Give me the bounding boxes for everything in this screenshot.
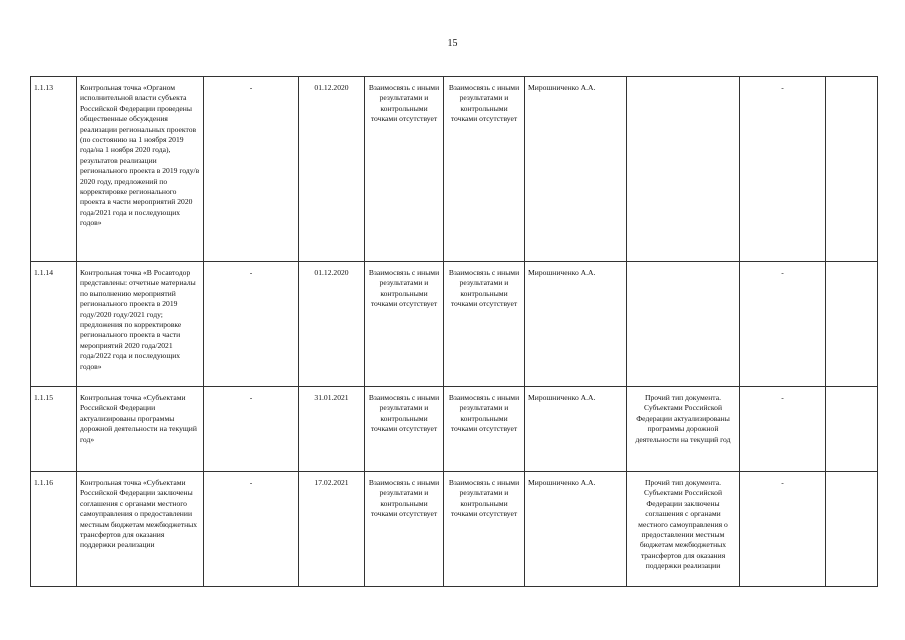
control-level: - — [740, 262, 826, 387]
successor-link: Взаимосвязь с иными результатами и контрольными точками отсутствует — [444, 77, 525, 262]
end-date: 17.02.2021 — [299, 472, 365, 587]
result-document — [627, 262, 740, 387]
responsible-person: Мирошниченко А.А. — [525, 387, 627, 472]
start-date: - — [204, 77, 299, 262]
row-number: 1.1.15 — [31, 387, 77, 472]
result-document — [627, 77, 740, 262]
extra-cell — [826, 262, 878, 387]
row-number: 1.1.16 — [31, 472, 77, 587]
successor-link: Взаимосвязь с иными результатами и контрольными точками отсутствует — [444, 472, 525, 587]
page-number: 15 — [447, 38, 458, 49]
control-level: - — [740, 472, 826, 587]
start-date: - — [204, 262, 299, 387]
predecessor-link: Взаимосвязь с иными результатами и контрольными точками отсутствует — [365, 262, 444, 387]
table-row — [31, 77, 878, 262]
control-point-name: Контрольная точка «В Росавтодор представлены: отчетные материалы по выполнению мероприятий регионального проекта в 2019 году/2020 году/2021 году; предложения по корректировке регионального проекта в части мероприятий 2020 года/2021 года/2022 года и последующих годов» — [77, 262, 204, 387]
successor-link: Взаимосвязь с иными результатами и контрольными точками отсутствует — [444, 262, 525, 387]
control-level: - — [740, 77, 826, 262]
control-points-table — [30, 76, 878, 587]
result-document: Прочий тип документа. Субъектами Российской Федерации заключены соглашения с органами местного самоуправления о предоставлении местным бюджетам межбюджетных трансфертов для оказания поддержки реализации — [627, 472, 740, 587]
extra-cell — [826, 387, 878, 472]
end-date: 31.01.2021 — [299, 387, 365, 472]
control-point-name: Контрольная точка «Субъектами Российской Федерации актуализированы программы дорожной деятельности на текущий год» — [77, 387, 204, 472]
table-row — [31, 262, 878, 387]
table-row — [31, 472, 878, 587]
row-number: 1.1.14 — [31, 262, 77, 387]
control-point-name: Контрольная точка «Органом исполнительной власти субъекта Российской Федерации проведены общественные обсуждения реализации региональных проектов (по состоянию на 1 ноября 2019 года/на 1 ноября 2020 года), результатов реализации регионального проекта в 2019 году/в 2020 году, предложений по корректировке регионального проекта в части мероприятий 2020 года/2021 года и последующих годов» — [77, 77, 204, 262]
row-number: 1.1.13 — [31, 77, 77, 262]
responsible-person: Мирошниченко А.А. — [525, 77, 627, 262]
extra-cell — [826, 77, 878, 262]
end-date: 01.12.2020 — [299, 262, 365, 387]
start-date: - — [204, 387, 299, 472]
start-date: - — [204, 472, 299, 587]
result-document: Прочий тип документа. Субъектами Российской Федерации актуализированы программы дорожной деятельности на текущий год — [627, 387, 740, 472]
extra-cell — [826, 472, 878, 587]
successor-link: Взаимосвязь с иными результатами и контрольными точками отсутствует — [444, 387, 525, 472]
table-row — [31, 387, 878, 472]
control-point-name: Контрольная точка «Субъектами Российской Федерации заключены соглашения с органами местного самоуправления о предоставлении местным бюджетам межбюджетных трансфертов для оказания поддержки реализации — [77, 472, 204, 587]
responsible-person: Мирошниченко А.А. — [525, 472, 627, 587]
responsible-person: Мирошниченко А.А. — [525, 262, 627, 387]
end-date: 01.12.2020 — [299, 77, 365, 262]
predecessor-link: Взаимосвязь с иными результатами и контрольными точками отсутствует — [365, 77, 444, 262]
control-level: - — [740, 387, 826, 472]
predecessor-link: Взаимосвязь с иными результатами и контрольными точками отсутствует — [365, 387, 444, 472]
predecessor-link: Взаимосвязь с иными результатами и контрольными точками отсутствует — [365, 472, 444, 587]
